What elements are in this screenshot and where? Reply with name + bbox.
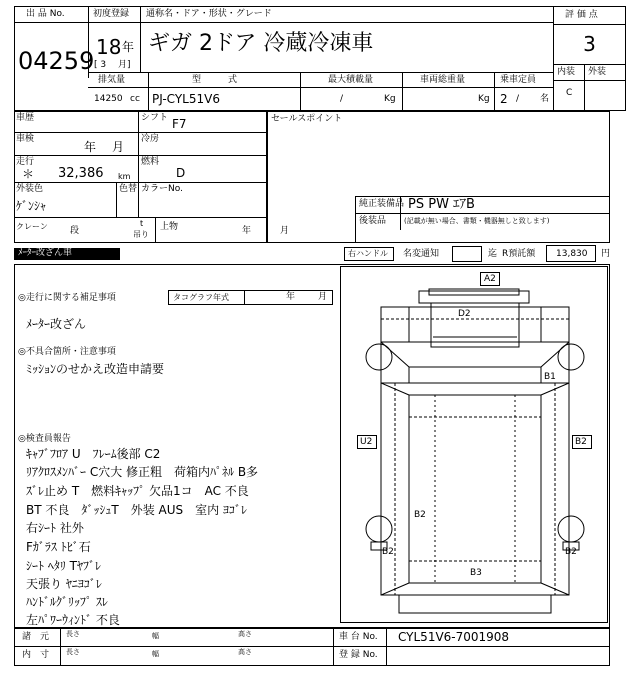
- first-reg-month: [ 3: [94, 60, 107, 70]
- crane-hang: 吊り: [133, 230, 149, 239]
- genuine-equipment-label: 純正装備品: [359, 199, 405, 209]
- exterior-label: 外装: [588, 67, 607, 77]
- r-tax-label: R預託額: [502, 249, 536, 259]
- max-load-value: /: [340, 94, 344, 104]
- tachograph-month: 月: [318, 292, 328, 302]
- yen-unit: 円: [601, 249, 611, 259]
- max-load-label: 最大積載量: [328, 75, 374, 85]
- genuine-equipment-value: PS PW ｴｱB: [408, 197, 475, 212]
- dims-label: 諸 元: [22, 632, 50, 642]
- inspection-month: 月: [112, 140, 125, 154]
- right-hand-drive: 右ハンドル: [348, 249, 388, 258]
- inspector-line: ﾊﾝﾄﾞﾙｸﾞﾘｯﾌﾟ ｽﾚ: [26, 595, 108, 609]
- color-number-label: カラーNo.: [141, 184, 183, 194]
- interior-label: 内装: [557, 67, 576, 77]
- score-value: 3: [583, 32, 596, 56]
- damage-mark-b1: B1: [544, 372, 556, 382]
- defect-note: ﾐｯｼｮﾝのせかえ改造申請要: [26, 362, 165, 376]
- fuel-label: 燃料: [141, 157, 160, 167]
- gross-weight-kg: Kg: [478, 94, 490, 104]
- inspector-line: ｼｰﾄ ﾍﾀﾘ Tﾔﾌﾞﾚ: [26, 559, 101, 573]
- ac-label: 冷房: [141, 134, 160, 144]
- chassis-label: 車 台 No.: [339, 632, 378, 642]
- interior-length-label: 長さ: [66, 648, 80, 656]
- width-label: 幅: [152, 632, 159, 640]
- registration-label: 登 録 No.: [339, 650, 378, 660]
- first-reg-label: 初度登録: [93, 9, 130, 19]
- upper-year: 年: [242, 226, 252, 236]
- max-load-kg: Kg: [384, 94, 396, 104]
- damage-mark-b2-right: B2: [575, 437, 587, 447]
- model-type-value: PJ-CYL51V6: [152, 92, 220, 106]
- displacement-label: 排気量: [98, 75, 126, 85]
- crane-t: t: [140, 219, 144, 228]
- mileage-label: 走行: [16, 157, 35, 167]
- damage-mark-d2: D2: [458, 309, 471, 319]
- displacement-value: 14250: [94, 94, 123, 104]
- cc-unit: cc: [130, 94, 140, 104]
- selling-points-label: セールスポイント: [271, 114, 343, 124]
- damage-mark-u2: U2: [360, 437, 373, 447]
- aftermarket-label: 後装品: [359, 216, 387, 226]
- tachograph-year: 年: [286, 292, 296, 302]
- inspector-line: BT 不良 ﾀﾞｯｼｭT 外装 AUS 室内 ﾖｺﾞﾚ: [26, 503, 247, 517]
- shift-label: シフト: [141, 113, 169, 123]
- damage-mark-b2-right-rear: B2: [565, 547, 577, 557]
- gross-weight-label: 車両総重量: [420, 75, 466, 85]
- meter-tampered-banner: ﾒｰﾀｰ改ざん車: [14, 248, 120, 260]
- interior-height-label: 高さ: [238, 648, 252, 656]
- history-label: 車歴: [16, 113, 35, 123]
- capacity-unit: 名: [540, 94, 550, 104]
- capacity-slash: /: [516, 94, 520, 104]
- mileage-star: ＊: [22, 167, 35, 181]
- name-change-box: [452, 246, 482, 262]
- upper-month: 月: [280, 226, 290, 236]
- lot-number: 04259: [18, 47, 95, 75]
- mileage-unit: km: [118, 172, 131, 181]
- damage-mark-b2-left-rear: B2: [382, 547, 394, 557]
- chassis-number: CYL51V6-7001908: [398, 630, 510, 644]
- upper-label: 上物: [160, 222, 179, 232]
- exterior-color-value: ｹﾞﾝｼｬ: [16, 199, 47, 213]
- name-label: 通称名・ドア・形状・グレード: [146, 9, 272, 19]
- inspector-line: ｽﾞﾚ止め T 燃料ｷｬｯﾌﾟ 欠品1コ AC 不良: [26, 484, 249, 498]
- footer-frame: [14, 628, 610, 666]
- defects-title: ◎不具合箇所・注意事項: [18, 347, 116, 357]
- tachograph-label: タコグラフ年式: [173, 293, 229, 302]
- score-label: 評 価 点: [565, 10, 598, 20]
- exterior-color-label: 外装色: [16, 184, 44, 194]
- first-reg-year: 18: [96, 35, 122, 59]
- name-change-label: 名変通知: [403, 249, 440, 259]
- inspector-line: Fｶﾞﾗｽ ﾄﾋﾞ石: [26, 540, 91, 554]
- capacity-value: 2: [500, 92, 508, 106]
- model-type-label: 型 式: [192, 75, 238, 85]
- year-unit: 年: [122, 40, 135, 54]
- deadline-label: 迄: [488, 249, 498, 259]
- inspection-year: 年: [84, 140, 97, 154]
- inspector-title: ◎検査員報告: [18, 434, 71, 444]
- interior-dims-label: 内 寸: [22, 650, 50, 660]
- crane-step: 段: [70, 226, 80, 236]
- lot-label: 出 品 No.: [26, 9, 65, 19]
- crane-label: クレーン: [16, 222, 48, 231]
- driving-note: ﾒｰﾀｰ改ざん: [26, 317, 87, 331]
- inspector-line: 右ｼｰﾄ 社外: [26, 521, 84, 535]
- inspection-label: 車検: [16, 134, 35, 144]
- shift-value: F7: [172, 117, 187, 131]
- mileage-value: 32,386: [58, 166, 104, 181]
- model-name: ギガ 2ドア 冷蔵冷凍車: [148, 31, 374, 56]
- damage-mark-a2: A2: [484, 274, 496, 284]
- interior-grade: C: [566, 88, 573, 98]
- inspector-line: 左ﾊﾟﾜｰｳｨﾝﾄﾞ 不良: [26, 613, 120, 627]
- inspector-line: 天張り ﾔﾆﾖｺﾞﾚ: [26, 577, 102, 591]
- height-label: 高さ: [238, 630, 252, 638]
- length-label: 長さ: [66, 630, 80, 638]
- r-tax-value: 13,830: [556, 249, 588, 259]
- fuel-value: D: [176, 166, 186, 180]
- capacity-label: 乗車定員: [500, 75, 537, 85]
- interior-width-label: 幅: [152, 650, 159, 658]
- inspector-line: ｷｬﾌﾞﾌﾛｱ U ﾌﾚｰﾑ後部 C2: [26, 447, 161, 461]
- driving-notes-title: ◎走行に関する補足事項: [18, 293, 116, 303]
- color-change-label: 色替: [119, 184, 138, 194]
- damage-mark-b2-center: B2: [414, 510, 426, 520]
- inspector-line: ﾘｱｸﾛｽﾒﾝﾊﾞｰ C穴大 修正粗 荷箱内ﾊﾟﾈﾙ B多: [26, 465, 259, 479]
- damage-mark-b3: B3: [470, 568, 482, 578]
- aftermarket-note: (記載が無い場合、書類・機器無しと致します): [404, 217, 550, 225]
- month-unit: 月]: [118, 60, 131, 70]
